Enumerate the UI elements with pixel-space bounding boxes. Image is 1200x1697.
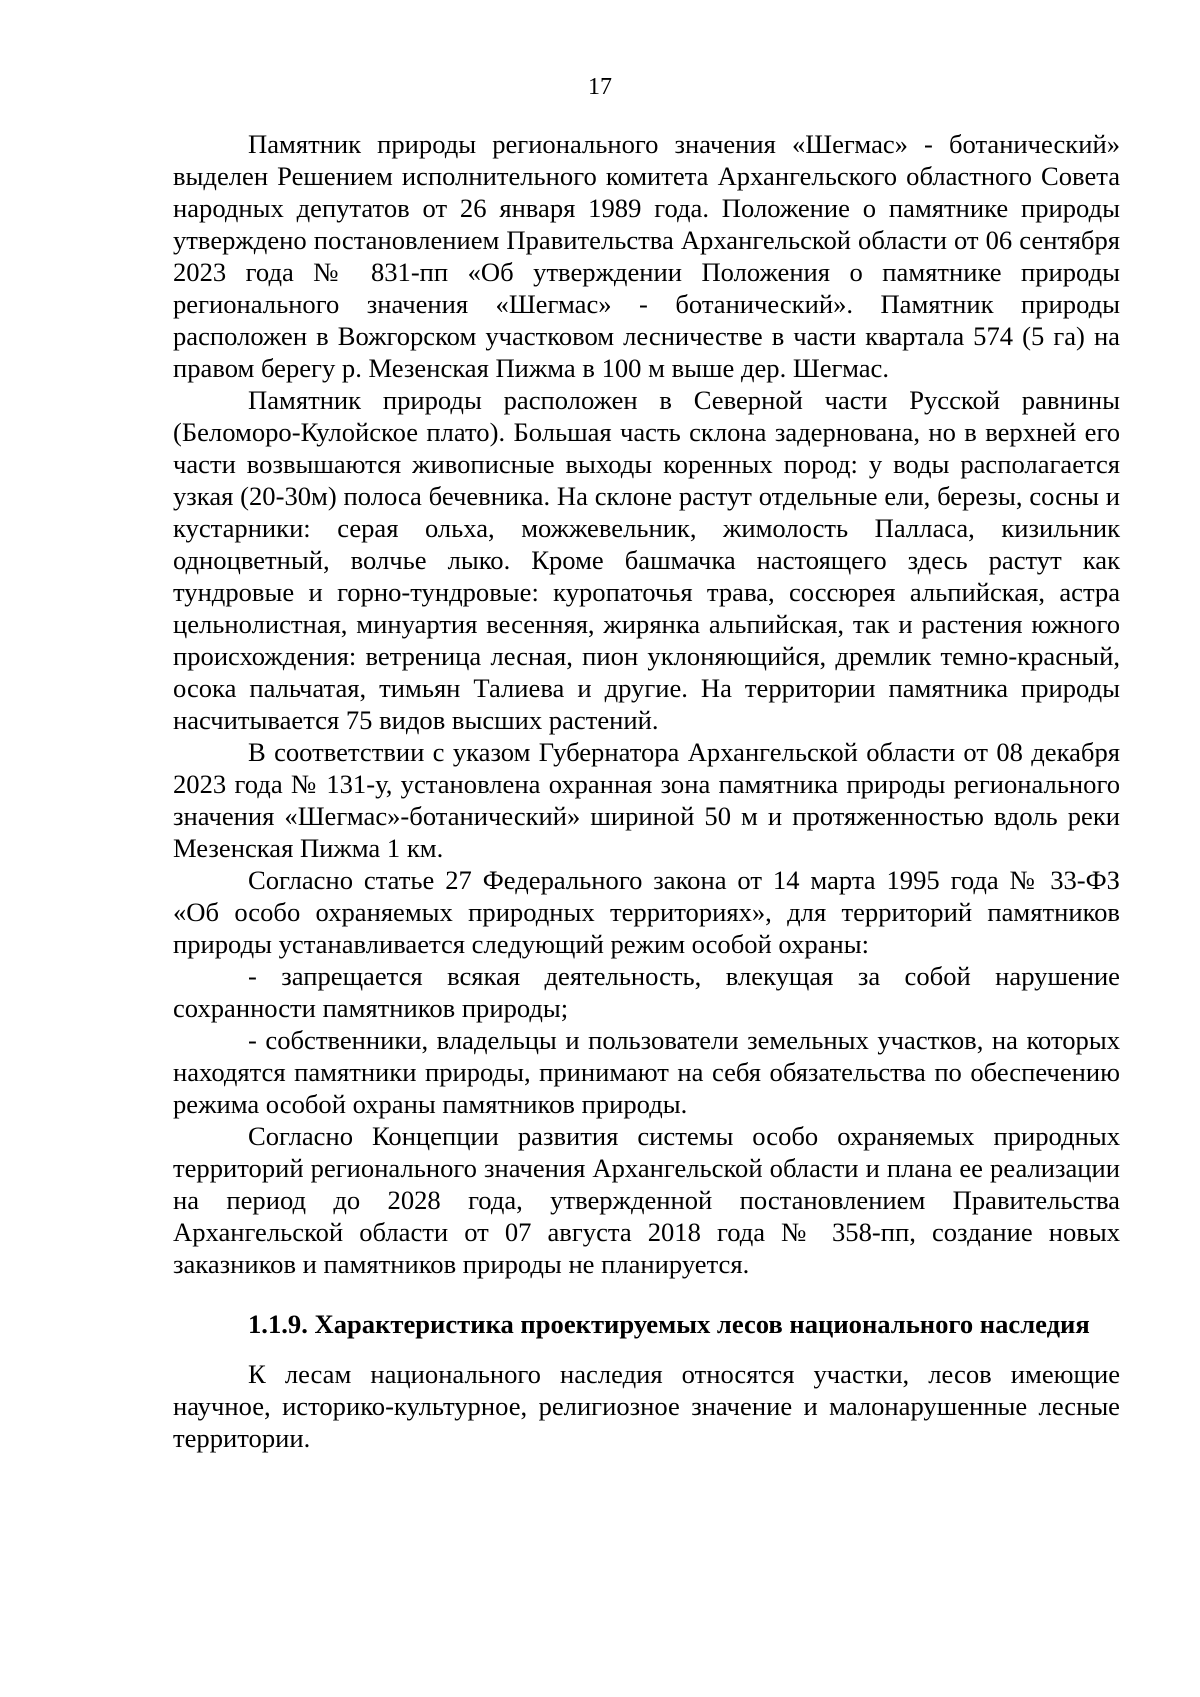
paragraph: Памятник природы расположен в Северной части Русской равнины (Беломоро-Кулойское плато). Большая часть склона задернована, но в верхней его части возвышаются живописные выходы коренных пород: у воды располагается узкая (20-30м) полоса бечевника. На склоне растут отдельные ели, березы, сосны и кустарники: серая ольха, можжевельник, жимолость Палласа, кизильник одноцветный, волчье лыко. Кроме башмачка настоящего здесь растут как тундровые и горно-тундровые: куропаточья трава, соссюрея альпийская, астра цельнолистная, минуартия весенняя, жирянка альпийская, так и растения южного происхождения: ветреница лесная, пион уклоняющийся, дремлик темно-красный, осока пальчатая, тимьян Талиева и другие. На территории памятника природы насчитывается 75 видов высших растений. bbox=[173, 385, 1120, 735]
paragraph: В соответствии с указом Губернатора Архангельской области от 08 декабря 2023 года № 131-у, установлена охранная зона памятника природы регионального значения «Шегмас»-ботанический» шириной 50 м и протяженностью вдоль реки Мезенская Пижма 1 км. bbox=[173, 737, 1120, 863]
page-number: 17 bbox=[588, 74, 612, 100]
section-heading: 1.1.9. Характеристика проектируемых лесов национального наследия bbox=[248, 1309, 1090, 1339]
document-body bbox=[173, 128, 1120, 1454]
paragraph: Памятник природы регионального значения «Шегмас» - ботанический» выделен Решением исполнительного комитета Архангельского областного Совета народных депутатов от 26 января 1989 года. Положение о памятнике природы утверждено постановлением Правительства Архангельской области от 06 сентября 2023 года № 831-пп «Об утверждении Положения о памятнике природы регионального значения «Шегмас» - ботанический». Памятник природы расположен в Вожгорском участковом лесничестве в части квартала 574 (5 га) на правом берегу р. Мезенская Пижма в 100 м выше дер. Шегмас. bbox=[173, 129, 1120, 383]
paragraph: Согласно Концепции развития системы особо охраняемых природных территорий регионального значения Архангельской области и плана ее реализации на период до 2028 года, утвержденной постановлением Правительства Архангельской области от 07 августа 2018 года № 358-пп, создание новых заказников и памятников природы не планируется. bbox=[173, 1121, 1120, 1279]
paragraph: К лесам национального наследия относятся участки, лесов имеющие научное, историко-культурное, религиозное значение и малонарушенные лесные территории. bbox=[173, 1359, 1120, 1453]
list-item: - запрещается всякая деятельность, влекущая за собой нарушение сохранности памятников природы; bbox=[173, 961, 1120, 1023]
paragraph: Согласно статье 27 Федерального закона от 14 марта 1995 года № 33-ФЗ «Об особо охраняемых природных территориях», для территорий памятников природы устанавливается следующий режим особой охраны: bbox=[173, 865, 1120, 959]
list-item: - собственники, владельцы и пользователи земельных участков, на которых находятся памятники природы, принимают на себя обязательства по обеспечению режима особой охраны памятников природы. bbox=[173, 1025, 1120, 1119]
